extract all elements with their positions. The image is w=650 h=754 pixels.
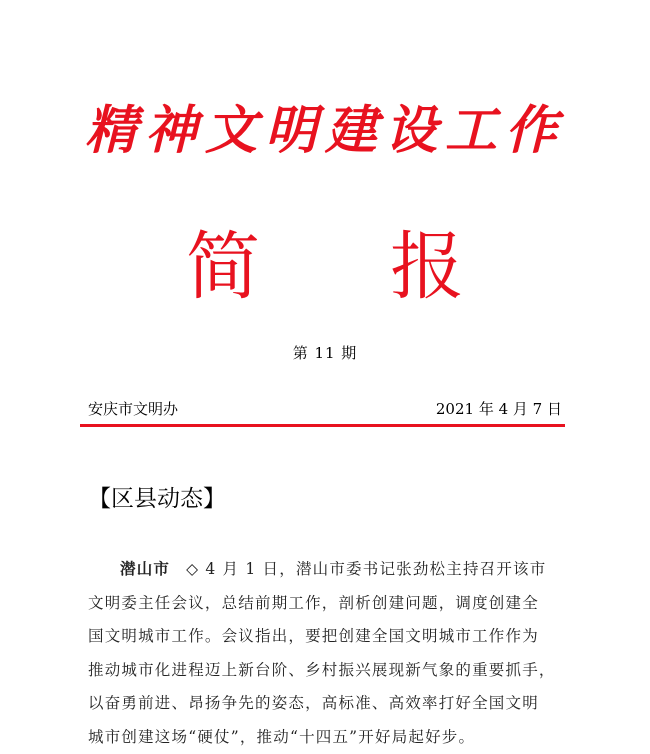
article-line-4: 推动城市化进程迈上新台阶、乡村振兴展现新气象的重要抓手， bbox=[88, 654, 566, 688]
issuer: 安庆市文明办 bbox=[88, 398, 178, 419]
article-line-6: 城市创建这场“硬仗”，推动“十四五”开好局起好步。 bbox=[88, 721, 566, 754]
article-line-3: 国文明城市工作。会议指出，要把创建全国文明城市工作作为 bbox=[88, 620, 566, 654]
bulletin-title-char-2: 报 bbox=[390, 208, 464, 314]
article-line-1: 潜山市 ◇ 4 月 1 日，潜山市委书记张劲松主持召开该市 bbox=[88, 552, 566, 587]
issue-date: 2021 年 4 月 7 日 bbox=[436, 398, 562, 419]
article-body bbox=[88, 552, 566, 754]
red-divider bbox=[80, 424, 565, 427]
bulletin-title-char-1: 简 bbox=[186, 208, 260, 314]
article-line-2: 文明委主任会议，总结前期工作，剖析创建问题，调度创建全 bbox=[88, 587, 566, 621]
place-name: 潜山市 bbox=[120, 559, 170, 578]
issue-number: 第 11 期 bbox=[0, 342, 650, 363]
article-line-5: 以奋勇前进、昂扬争先的姿态，高标准、高效率打好全国文明 bbox=[88, 687, 566, 721]
section-heading: 【区县动态】 bbox=[88, 480, 226, 513]
bulletin-title bbox=[0, 208, 650, 314]
meta-row bbox=[88, 398, 562, 419]
masthead-title: 精神文明建设工作 bbox=[0, 88, 650, 163]
